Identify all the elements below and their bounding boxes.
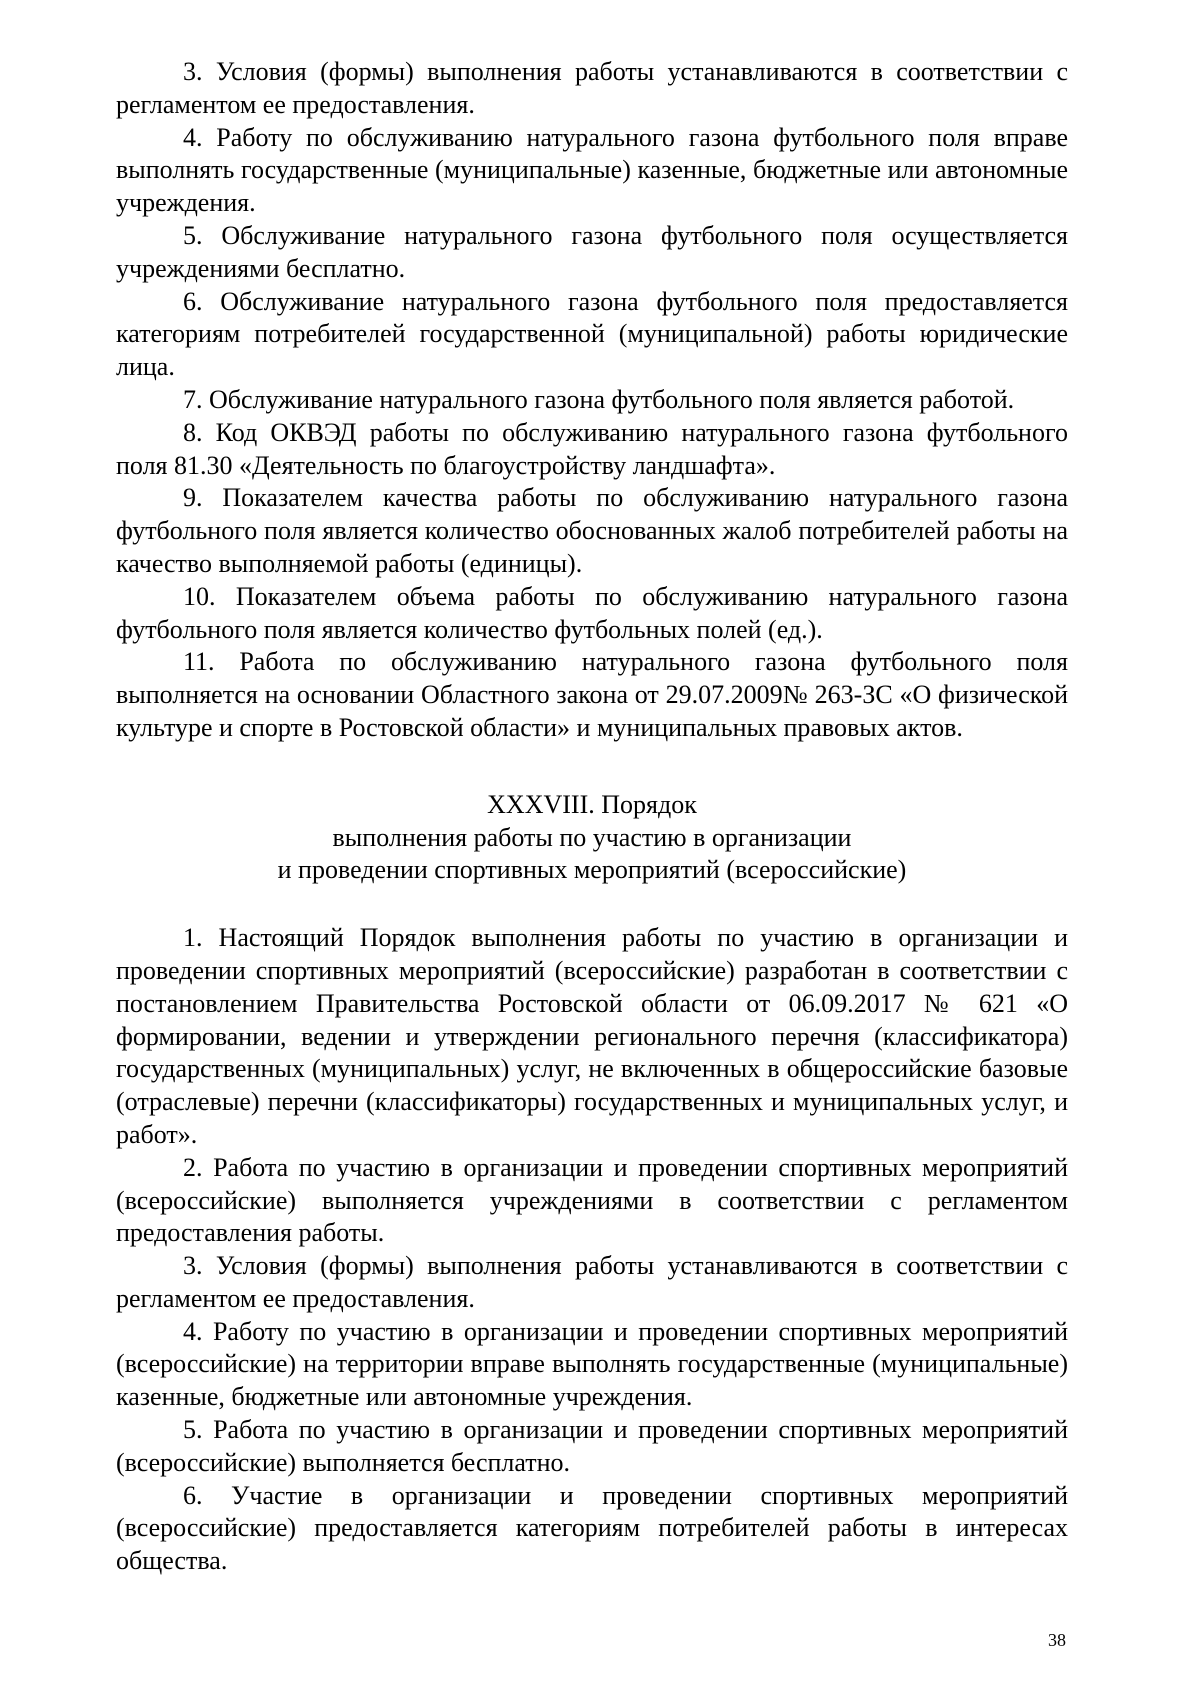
section-heading-line-2: выполнения работы по участию в организации: [332, 822, 852, 852]
paragraph-4-bottom: 4. Работу по участию в организации и проведении спортивных мероприятий (всероссийские) на территории вправе выполнять государственные (муниципальные) казенные, бюджетные или автономные учреждения.: [116, 1316, 1068, 1412]
paragraph-11-top: 11. Работа по обслуживанию натурального газона футбольного поля выполняется на основании Областного закона от 29.07.2009№ 263-ЗС «О физической культуре и спорте в Ростовской области» и муниципальных правовых актов.: [116, 647, 1068, 742]
section-heading-line-3: и проведении спортивных мероприятий (всероссийские): [277, 855, 907, 885]
section-heading: [116, 789, 1068, 887]
document-body: [116, 56, 1068, 1578]
page-number: 38: [1048, 1630, 1066, 1650]
paragraph-4-top: 4. Работу по обслуживанию натурального газона футбольного поля вправе выполнять государственные (муниципальные) казенные, бюджетные или автономные учреждения.: [116, 122, 1068, 218]
paragraph-5-top: 5. Обслуживание натурального газона футбольного поля осуществляется учреждениями бесплатно.: [116, 220, 1068, 283]
section-heading-line-1: XXXVIII. Порядок: [487, 789, 697, 819]
paragraph-5-bottom: 5. Работа по участию в организации и проведении спортивных мероприятий (всероссийские) выполняется бесплатно.: [116, 1415, 1068, 1477]
paragraph-9-top: 9. Показателем качества работы по обслуживанию натурального газона футбольного поля является количество обоснованных жалоб потребителей работы на качество выполняемой работы (единицы).: [116, 483, 1068, 578]
paragraph-1-bottom: 1. Настоящий Порядок выполнения работы по участию в организации и проведении спортивных мероприятий (всероссийские) разработан в соответствии с постановлением Правительства Ростовской области от 06.09.2017 № 621 «О формировании, ведении и утверждении регионального перечня (классификатора) государственных (муниципальных) услуг, не включенных в общероссийские базовые (отраслевые) перечни (классификаторы) государственных и муниципальных услуг, и работ».: [116, 923, 1068, 1149]
paragraph-10-top: 10. Показателем объема работы по обслуживанию натурального газона футбольного поля является количество футбольных полей (ед.).: [116, 581, 1068, 644]
paragraph-3-bottom: 3. Условия (формы) выполнения работы устанавливаются в соответствии с регламентом ее предоставления.: [116, 1251, 1068, 1313]
paragraph-6-bottom: 6. Участие в организации и проведении спортивных мероприятий (всероссийские) предоставляется категориям потребителей работы в интересах общества.: [116, 1480, 1068, 1576]
paragraph-6-top: 6. Обслуживание натурального газона футбольного поля предоставляется категориям потребителей государственной (муниципальной) работы юридические лица.: [116, 286, 1068, 382]
paragraph-8-top: 8. Код ОКВЭД работы по обслуживанию натурального газона футбольного поля 81.30 «Деятельность по благоустройству ландшафта».: [116, 417, 1068, 480]
paragraph-3-top: 3. Условия (формы) выполнения работы устанавливаются в соответствии с регламентом ее предоставления.: [116, 57, 1068, 119]
paragraph-7-top: 7. Обслуживание натурального газона футбольного поля является работой.: [183, 384, 1015, 414]
paragraph-2-bottom: 2. Работа по участию в организации и проведении спортивных мероприятий (всероссийские) выполняется учреждениями в соответствии с регламентом предоставления работы.: [116, 1152, 1068, 1248]
